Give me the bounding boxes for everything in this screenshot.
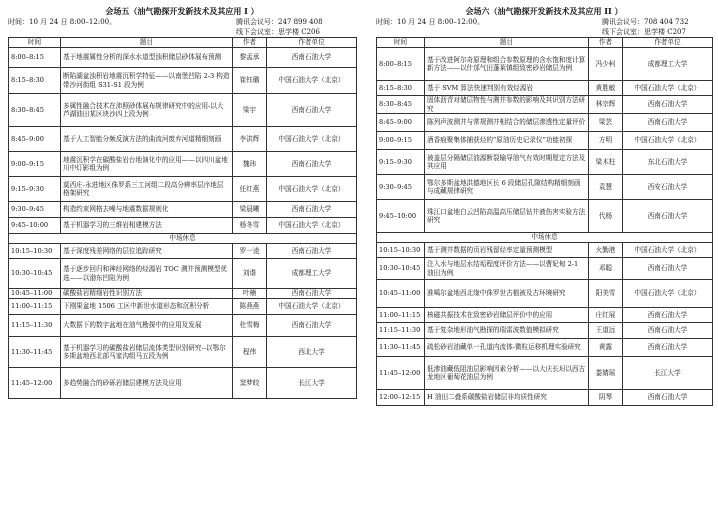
cell-topic: 珠江口盆地白云凹陷高温高压储层钻井液伤害实验方法研究 [425,200,589,233]
table-row [377,175,713,200]
cell-unit: 中国石油大学（北京） [267,68,357,94]
table-row [9,299,357,315]
cell-unit: 西南石油大学 [623,114,713,132]
cell-time: 8:15–8:30 [9,68,61,94]
cell-topic: 构造约束网格去噪与地震数据规则化 [61,202,233,218]
table-row [377,390,713,406]
session-six-offline: 线下会议室：思学楼 C207 [602,28,686,36]
table-header-row [9,38,357,48]
cell-author: 袁慧 [589,175,623,200]
table-row [377,114,713,132]
cell-time: 10:30–10:45 [377,258,425,280]
table-row [9,289,357,299]
cell-unit: 西南石油大学 [623,339,713,357]
session-five-time: 时间：10 月 24 日 8:00–12:00。 [8,18,117,26]
cell-author: 罗一逵 [233,244,267,259]
cell-time: 11:15–11:30 [9,315,61,337]
cell-time: 8:00–8:15 [9,48,61,68]
cell-topic: 基于机器学习的三维岩相建模方法 [61,218,233,234]
cell-topic: 地震沉积学在碳酸盐岩台地演化中的应用——以四川盆地川中灯影组为例 [61,152,233,177]
cell-author: 程伟 [233,337,267,368]
cell-time: 8:30–8:45 [377,96,425,114]
cell-author: 李洪辉 [233,127,267,152]
cell-author: 黎孟承 [233,48,267,68]
cell-author: 代杨 [589,200,623,233]
table-row [377,357,713,390]
cell-unit: 中国石油大学（北京） [267,177,357,202]
table-header-row [377,38,713,48]
cell-unit: 中国石油大学（北京） [623,280,713,308]
table-row [9,368,357,399]
header-unit: 作者单位 [267,38,357,48]
cell-author: 黄露 [589,339,623,357]
table-row [377,150,713,175]
cell-time: 9:15–9:30 [9,177,61,202]
session-five-meta-1 [8,17,356,27]
cell-unit: 西安石油大学 [623,175,713,200]
cell-time: 11:00–11:15 [9,299,61,315]
break-row [9,234,357,244]
cell-topic: 下刚果盆地 1506 工区中新世水道形态和沉积分析 [61,299,233,315]
break-row [377,233,713,243]
session-six-tencent: 腾讯会议号：708 404 732 [602,18,689,26]
cell-unit: 中国石油大学（北京） [267,299,357,315]
cell-topic: 基于改进阿尔奇原理和组合参数原理的含水饱和度计算新方法——以什邡气田蓬莱镇组致密砂岩储层为例 [425,48,589,81]
session-six-time: 时间：10 月 24 日 8:00–12:00。 [376,18,485,26]
cell-unit: 西南石油大学 [623,390,713,406]
cell-unit: 中国石油大学（北京） [623,132,713,150]
session-five [8,6,356,399]
header-author: 作者 [589,38,623,48]
cell-author: 杨冬雪 [233,218,267,234]
table-row [9,337,357,368]
table-row [9,315,357,337]
session-five-offline: 线下会议室：思学楼 C206 [236,28,320,36]
session-five-meta-2 [8,27,356,37]
header-time: 时间 [9,38,61,48]
cell-author: 陈燕燕 [233,299,267,315]
cell-topic: 基于深度残差网络的层位追踪研究 [61,244,233,259]
cell-time: 8:45–9:00 [9,127,61,152]
header-unit: 作者单位 [623,38,713,48]
cell-unit: 中国石油大学（北京） [267,127,357,152]
cell-time: 10:15–10:30 [377,243,425,258]
cell-author: 梁芸 [589,114,623,132]
cell-topic: 酒香痕聚集体捕获烃的“原油历史记录仪”功能初探 [425,132,589,150]
break-label: 中场休息 [9,234,357,244]
cell-author: 邓聪 [589,258,623,280]
cell-time: 10:30–10:45 [9,259,61,289]
cell-unit: 中国石油大学（北京） [623,243,713,258]
cell-author: 娄婧瑶 [589,357,623,390]
table-row [377,81,713,96]
cell-unit: 西南石油大学 [267,244,357,259]
cell-topic: 基于逐步回归和神经网络的烃源岩 TOC 测井预测模型优选——以渤东凹陷为例 [61,259,233,289]
cell-topic: 多趋势融合的砂砾岩储层建模方法及应用 [61,368,233,399]
cell-time: 9:30–9:45 [377,175,425,200]
cell-topic: 被盖层分隔储层油源断裂输导油气有效时期厘定方法及其应用 [425,150,589,175]
cell-time: 11:00–11:15 [377,308,425,323]
cell-unit: 西南石油大学 [623,96,713,114]
cell-unit: 长江大学 [623,357,713,390]
session-six-meta-1 [376,17,712,27]
cell-time: 8:45–9:00 [377,114,425,132]
cell-author: 魏玮 [233,152,267,177]
cell-time: 11:45–12:00 [377,357,425,390]
cell-author: 梁宇 [233,94,267,127]
table-row [377,48,713,81]
header-author: 作者 [233,38,267,48]
cell-time: 11:15–11:30 [377,323,425,339]
cell-unit: 西南石油大学 [267,202,357,218]
cell-topic: 固体沥青对储层物性与测井参数的影响及其识别方法研究 [425,96,589,114]
cell-time: 12:00–12:15 [377,390,425,406]
cell-unit: 成都理工大学 [623,48,713,81]
table-row [377,258,713,280]
table-row [377,308,713,323]
cell-unit: 西南石油大学 [267,48,357,68]
cell-topic: 基于测井数据的页岩残留烃率定量预测模型 [425,243,589,258]
cell-topic: 莫西庄-永进地区侏罗系三工河组二段高分辨率层序地层格架研究 [61,177,233,202]
cell-author: 梁晨曦 [233,202,267,218]
cell-topic: 多属性融合技术在沛照砂体展布规律研究中的应用-以大芦湖油田某区块沙四上段为例 [61,94,233,127]
cell-topic: 基于机器学习的碳酸盐岩储层流体类型识别研究--以鄂尔多斯盆地西北部马家沟组马五段为例 [61,337,233,368]
cell-topic: 鄂尔多斯盆地洪德地区长 6 段储层孔隙结构精细刻画与成藏规律研究 [425,175,589,200]
session-five-table [8,37,357,399]
cell-time: 8:30–8:45 [9,94,61,127]
cell-author: 刘谐 [233,259,267,289]
table-row [377,243,713,258]
table-row [377,200,713,233]
session-six-title: 会场六（油气勘探开发新技术及其应用 II ） [465,6,623,16]
cell-topic: 基于人工智能分频反演方法的曲流河废弃河道精细刻画 [61,127,233,152]
cell-unit: 中国石油大学（北京） [623,81,713,96]
cell-topic: 疏松砂岩油藏单一孔道内流体-微粒运移机理实验研究 [425,339,589,357]
cell-author: 杜雪梅 [233,315,267,337]
cell-topic: 低渗油藏低阻油层影响因素分析——以大庆长垣以西古龙地区葡萄花油层为例 [425,357,589,390]
table-row [9,244,357,259]
cell-time: 10:45–11:00 [9,289,61,299]
session-five-title: 会场五（油气勘探开发新技术及其应用 I ） [105,6,259,16]
break-label: 中场休息 [377,233,713,243]
cell-author: 阴琴 [589,390,623,406]
cell-author: 阳美雪 [589,280,623,308]
cell-time: 9:30–9:45 [9,202,61,218]
cell-time: 10:15–10:30 [9,244,61,259]
cell-unit: 西南石油大学 [267,315,357,337]
cell-unit: 西南石油大学 [623,308,713,323]
cell-topic: 陈列声波测井与常规测井相结合的储层渗透性定量评价 [425,114,589,132]
cell-time: 9:15–9:30 [377,150,425,175]
cell-unit: 西北大学 [267,337,357,368]
cell-topic: 基于地震属性分析的深水水道型浊积储层砂体展布预测 [61,48,233,68]
session-six-meta-2 [376,27,712,37]
cell-unit: 中国石油大学（北京） [267,218,357,234]
table-row [9,152,357,177]
table-row [377,280,713,308]
header-topic: 题目 [425,38,589,48]
cell-time: 9:45–10:00 [377,200,425,233]
header-topic: 题目 [61,38,233,48]
cell-time: 10:45–11:00 [377,280,425,308]
cell-topic: 断陷湖盆浊积岩地震沉积学特征——以南堡凹陷 2-3 构造带沙河街组 S31-S1 段为例 [61,68,233,94]
cell-time: 9:00–9:15 [9,152,61,177]
cell-unit: 西南石油大学 [623,323,713,339]
cell-time: 11:45–12:00 [9,368,61,399]
cell-topic: H 油田二叠系碳酸盐岩储层非均质性研究 [425,390,589,406]
cell-author: 火勤港 [589,243,623,258]
session-six [376,6,712,406]
cell-unit: 西南石油大学 [623,258,713,280]
cell-unit: 东北石油大学 [623,150,713,175]
cell-topic: 准噶尔盆地西北缘中侏罗世古植被及古环境研究 [425,280,589,308]
cell-topic: 碳酸盐岩精细岩性识别方法 [61,289,233,299]
table-row [9,218,357,234]
cell-author: 方明 [589,132,623,150]
cell-author: 窦梦皎 [233,368,267,399]
cell-topic: 注入水与地层水结垢程度评价方法——以曹妃甸 2-1 油田为例 [425,258,589,280]
cell-time: 11:30–11:45 [9,337,61,368]
cell-author: 王道远 [589,323,623,339]
table-row [377,96,713,114]
cell-time: 9:45–10:00 [9,218,61,234]
header-time: 时间 [377,38,425,48]
table-row [9,202,357,218]
cell-topic: 基于复杂地形油气勘探的瑞雷波数值模拟研究 [425,323,589,339]
table-row [9,127,357,152]
cell-topic: 基于 SVM 算法快速判别有效烃源岩 [425,81,589,96]
table-row [377,323,713,339]
cell-unit: 西南石油大学 [267,152,357,177]
table-row [9,48,357,68]
table-row [9,177,357,202]
cell-unit: 西南石油大学 [267,94,357,127]
cell-topic: 大数据下的数字盆地在油气勘探中的应用及发展 [61,315,233,337]
cell-time: 9:00–9:15 [377,132,425,150]
cell-author: 梁木柱 [589,150,623,175]
cell-author: 崔钰璐 [233,68,267,94]
cell-unit: 长江大学 [267,368,357,399]
table-row [377,339,713,357]
cell-author: 任红燕 [233,177,267,202]
table-row [9,68,357,94]
cell-time: 8:00–8:15 [377,48,425,81]
cell-time: 11:30–11:45 [377,339,425,357]
cell-time: 8:15–8:30 [377,81,425,96]
cell-author: 庄红展 [589,308,623,323]
cell-author: 冯少柯 [589,48,623,81]
session-six-table [376,37,713,406]
cell-author: 叶楠 [233,289,267,299]
table-row [9,94,357,127]
session-five-tencent: 腾讯会议号：247 899 408 [236,18,323,26]
cell-author: 林宗辉 [589,96,623,114]
cell-unit: 西南石油大学 [267,289,357,299]
cell-author: 黄胜敏 [589,81,623,96]
table-row [9,259,357,289]
cell-unit: 西南石油大学 [623,200,713,233]
cell-unit: 成都理工大学 [267,259,357,289]
cell-topic: 核磁共振技术在致密砂岩储层评价中的应用 [425,308,589,323]
table-row [377,132,713,150]
